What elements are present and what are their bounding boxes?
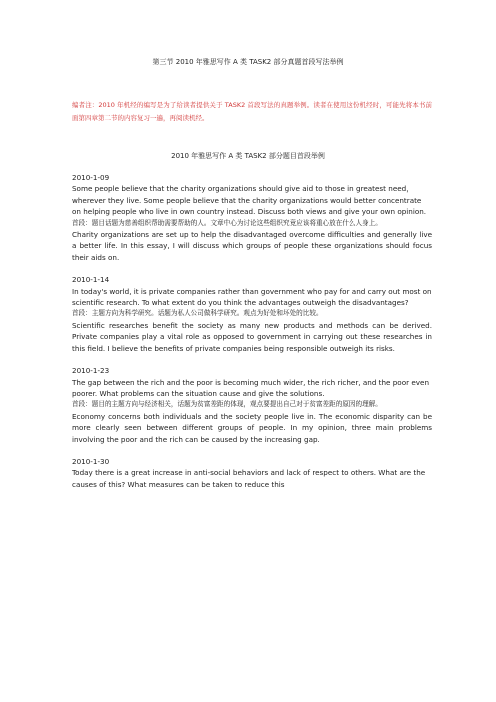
entry-analysis: 首段：题目的主题方向与经济相关，话题为贫富差距的体现，观点要提出自己对于贫富差距的原因的理解。 (72, 400, 382, 409)
entry-2010-1-23 (72, 365, 432, 445)
entry-date: 2010-1-23 (72, 366, 110, 376)
entry-date: 2010-1-30 (72, 456, 110, 466)
entry-prompt: The gap between the rich and the poor is becoming much wider, the rich richer, and the poor even poorer. What problems can the situation cause and give the solutions. (72, 377, 429, 398)
entry-prompt: In today's world, it is private companies rather than government who pay for and carry out most on scientific research. To what extent do you think the advantages outweigh the disadvantages? (72, 286, 432, 308)
entry-analysis: 首段：题目话题为慈善组织帮助需要帮助的人。文章中心为讨论这些组织究竟应该将重心放在什么人身上。 (72, 218, 382, 227)
entry-opening: Charity organizations are set up to help the disadvantaged overcome difficulties and generally live a better life. In this essay, I will discuss which groups of people these organizations should focus their aids on. (72, 230, 432, 262)
entry-date: 2010-1-14 (72, 275, 110, 285)
entry-2010-1-09 (72, 172, 432, 263)
document-title: 2010 年雅思写作 A 类 TASK2 部分题目首段举例 (171, 152, 325, 160)
entry-2010-1-30 (72, 456, 432, 490)
entry-date: 2010-1-09 (72, 173, 110, 182)
section-title: 第三节 2010 年雅思写作 A 类 TASK2 部分真题首段写法举例 (152, 58, 344, 66)
editor-note: 编者注：2010 年机经的编写是为了给读者提供关于 TASK2 首段写法的真题举例。读者在使用这份机经时，可能先将本书前面第四章第二节的内容复习一遍，再阅读机经。 (72, 101, 432, 122)
entry-opening: Scientific researches benefit the society as many new products and methods can be derived. Private companies play a vital role as opposed to government in carrying out these researches in this field. I believe the benefits of private companies being responsible outweigh its risks. (72, 320, 432, 353)
entry-prompt: Some people believe that the charity organizations should give aid to those in greatest need，wherever they live. Some people believe that the charity organizations would better concentrate on helping people who live in own country instead. Discuss both views and give your own opinion. (72, 184, 427, 217)
entry-prompt: Today there is a great increase in anti-social behaviors and lack of respect to others. What are the causes of this? What measures can be taken to reduce this (72, 468, 426, 489)
entry-analysis: 首段：主题方向为科学研究。话题为私人公司做科学研究。观点为好处和坏处的比较。 (72, 309, 323, 318)
entry-opening: Economy concerns both individuals and the society people live in. The economic disparity can be more clearly seen between different groups of people. In my opinion, three main problems involving the poor and the rich can be caused by the increasing gap. (72, 411, 432, 444)
entry-2010-1-14 (72, 274, 432, 354)
entry-list (72, 172, 432, 501)
